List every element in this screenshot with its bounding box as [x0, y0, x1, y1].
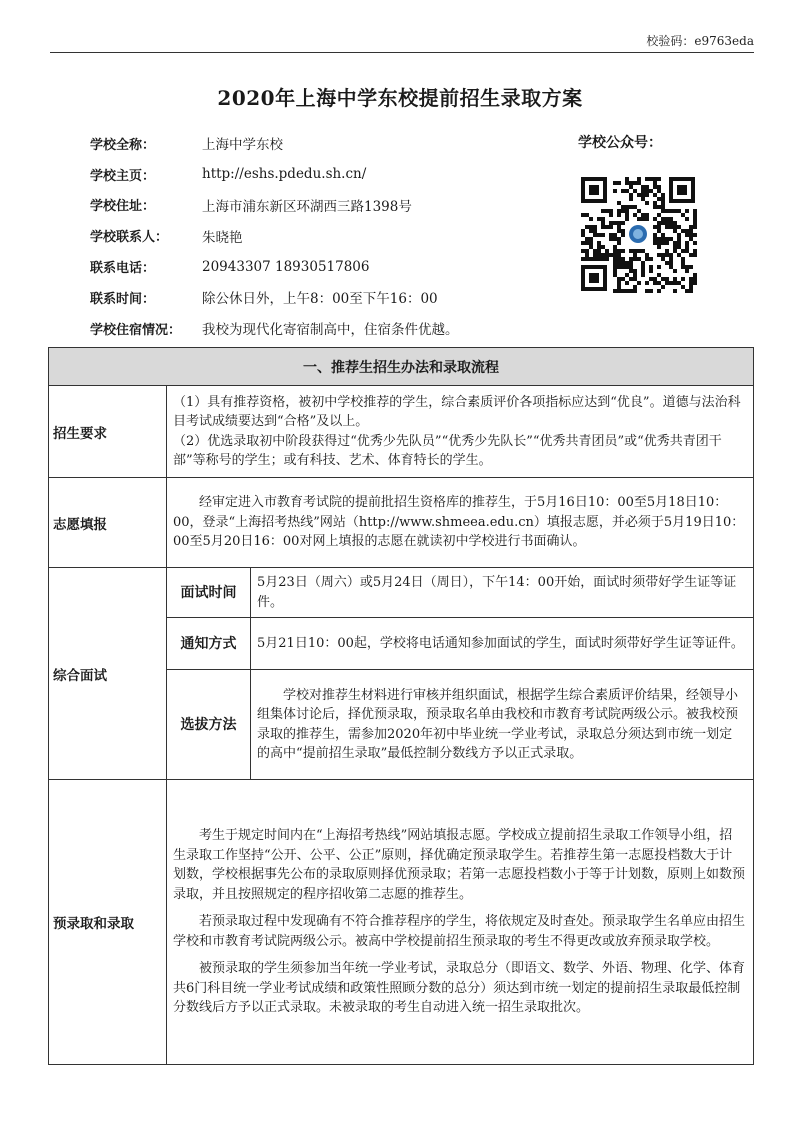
notification-content	[251, 618, 754, 670]
requirements-content	[167, 386, 754, 478]
info-label: 联系电话：	[90, 261, 156, 277]
info-label: 学校主页：	[90, 168, 156, 184]
row-label-requirements: 招生要求	[49, 386, 167, 478]
sub-label-selection: 选拔方法	[167, 670, 251, 780]
qr-code-icon	[579, 175, 697, 293]
sub-label-notification: 通知方式	[167, 618, 251, 670]
info-value: 除公休日外，上午8：00至下午16：00	[202, 291, 438, 308]
interview-time-text: 5月23日（周六）或5月24日（周日），下午14：00开始，面试时须带好学生证等证件。	[257, 575, 737, 610]
info-row-name	[90, 128, 560, 159]
application-text: 经审定进入市教育考试院的提前批招生资格库的推荐生，于5月16日10：00至5月18日10：00，登录“上海招考热线”网站（http://www.shmeea.edu.cn）填报志愿，并必须于5月19日10：00至5月20日16：00对网上填报的志愿在就读初中学校进行书面确认。	[173, 495, 745, 550]
info-row-address	[90, 190, 560, 221]
section-title: 一、推荐生招生办法和录取流程	[49, 348, 754, 386]
notification-text: 5月21日10：00起，学校将电话通知参加面试的学生，面试时须带好学生证等证件。	[257, 635, 744, 651]
interview-time-content	[251, 568, 754, 618]
info-row-phone	[90, 251, 560, 282]
info-value: 上海市浦东新区环湖西三路1398号	[202, 198, 412, 215]
info-label: 学校住宿情况：	[90, 322, 182, 338]
admission-process-table	[48, 347, 754, 1065]
sub-label-interview-time: 面试时间	[167, 568, 251, 618]
school-info	[90, 128, 560, 344]
info-label: 学校住址：	[90, 199, 156, 215]
requirements-item-2: （2）优选录取初中阶段获得过“优秀少先队员”“优秀少先队长”“优秀共青团员”或“优秀共青团干部”等称号的学生；或有科技、艺术、体育特长的学生。	[173, 433, 722, 468]
selection-text: 学校对推荐生材料进行审核并组织面试，根据学生综合素质评价结果，经领导小组集体讨论后，择优预录取，预录取名单由我校和市教育考试院两级公示。被我校预录取的推荐生，需参加2020年初中毕业统一学业考试，录取总分须达到市统一划定的高中“提前招生录取”最低控制分数线方予以正式录取。	[257, 687, 739, 761]
qr-label: 学校公众号：	[578, 135, 662, 151]
page-title: 2020年上海中学东校提前招生录取方案	[217, 86, 583, 110]
info-label: 学校联系人：	[90, 230, 169, 246]
admission-paragraph-3: 被预录取的学生须参加当年统一学业考试，录取总分（即语文、数学、外语、物理、化学、体育共6门科目统一学业考试成绩和政策性照顾分数的总分）须达到市统一划定的提前招生录取最低控制分数线后方予以正式录取。未被录取的考生自动进入统一招生录取批次。	[173, 961, 746, 1016]
admission-content	[167, 780, 754, 1065]
admission-paragraph-2: 若预录取过程中发现确有不符合推荐程序的学生，将依规定及时查处。预录取学生名单应由招生学校和市教育考试院两级公示。被高中学校提前招生预录取的考生不得更改或放弃预录取学校。	[173, 914, 746, 949]
row-label-admission: 预录取和录取	[49, 780, 167, 1065]
requirements-item-1: （1）具有推荐资格，被初中学校推荐的学生，综合素质评价各项指标应达到“优良”。道德与法治科目考试成绩要达到“合格”及以上。	[173, 394, 741, 429]
info-value: 朱晓艳	[202, 229, 243, 246]
admission-paragraph-1: 考生于规定时间内在“上海招考热线”网站填报志愿。学校成立提前招生录取工作领导小组，招生录取工作坚持“公开、公平、公正”原则，择优确定预录取学生。若推荐生第一志愿投档数大于计划数，学校根据事先公布的录取原则择优预录取；若第一志愿投档数小于等于计划数，原则上如数预录取，并且按照规定的程序招收第二志愿的推荐生。	[173, 828, 746, 902]
row-label-application: 志愿填报	[49, 478, 167, 568]
row-label-interview: 综合面试	[49, 568, 167, 780]
info-row-dorm	[90, 313, 560, 344]
info-label: 学校全称：	[90, 137, 156, 153]
info-value: 我校为现代化寄宿制高中，住宿条件优越。	[202, 322, 459, 339]
info-row-contact	[90, 220, 560, 251]
info-value: 上海中学东校	[202, 137, 283, 154]
verify-code: 校验码：e9763eda	[646, 34, 754, 48]
homepage-link[interactable]: http://eshs.pdedu.sh.cn/	[202, 166, 367, 183]
selection-content	[251, 670, 754, 780]
info-row-hours	[90, 282, 560, 313]
info-value: 20943307 18930517806	[202, 258, 370, 275]
info-row-homepage	[90, 159, 560, 190]
application-content	[167, 478, 754, 568]
header-bar	[50, 32, 754, 53]
info-label: 联系时间：	[90, 291, 156, 307]
